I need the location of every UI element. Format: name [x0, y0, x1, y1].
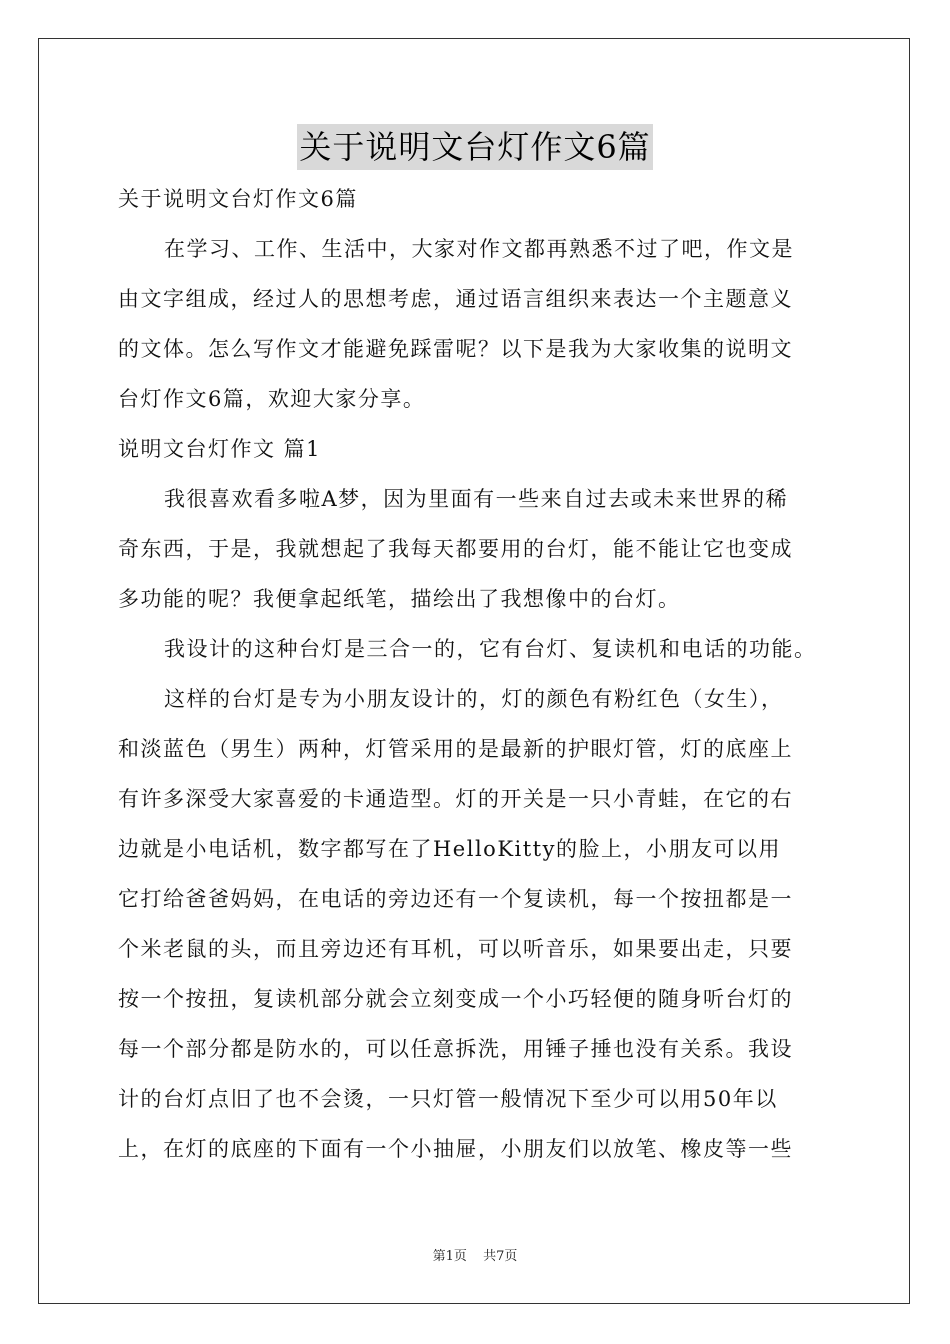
- page-total: 共7页: [483, 1249, 518, 1264]
- text-line: 由文字组成，经过人的思想考虑，通过语言组织来表达一个主题意义: [118, 287, 793, 311]
- text-line: 奇东西，于是，我就想起了我每天都要用的台灯，能不能让它也变成: [118, 537, 793, 561]
- text-line: 边就是小电话机，数字都写在了HelloKitty的脸上，小朋友可以用: [118, 837, 781, 861]
- text-line: 多功能的呢？我便拿起纸笔，描绘出了我想像中的台灯。: [118, 587, 681, 611]
- text-line: 在学习、工作、生活中，大家对作文都再熟悉不过了吧，作文是: [164, 237, 794, 261]
- title-container: [0, 124, 950, 170]
- text-line: 我设计的这种台灯是三合一的，它有台灯、复读机和电话的功能。: [164, 637, 817, 661]
- text-line: 计的台灯点旧了也不会烫，一只灯管一般情况下至少可以用50年以: [118, 1087, 778, 1111]
- document-body: [118, 178, 840, 1178]
- page-footer: [0, 1248, 950, 1266]
- text-line: 它打给爸爸妈妈，在电话的旁边还有一个复读机，每一个按扭都是一: [118, 887, 793, 911]
- text-line: 按一个按扭，复读机部分就会立刻变成一个小巧轻便的随身听台灯的: [118, 987, 793, 1011]
- text-line: 的文体。怎么写作文才能避免踩雷呢？以下是我为大家收集的说明文: [118, 337, 793, 361]
- text-line: 个米老鼠的头，而且旁边还有耳机，可以听音乐，如果要出走，只要: [118, 937, 793, 961]
- text-line: 台灯作文6篇，欢迎大家分享。: [118, 387, 426, 411]
- text-line: 上，在灯的底座的下面有一个小抽屉，小朋友们以放笔、橡皮等一些: [118, 1137, 793, 1161]
- text-line: 我很喜欢看多啦A梦，因为里面有一些来自过去或未来世界的稀: [164, 487, 789, 511]
- text-line: 这样的台灯是专为小朋友设计的，灯的颜色有粉红色（女生），: [164, 687, 784, 711]
- text-line: 说明文台灯作文 篇1: [118, 437, 322, 461]
- text-line: 关于说明文台灯作文6篇: [118, 187, 358, 211]
- text-line: 每一个部分都是防水的，可以任意拆洗，用锤子捶也没有关系。我设: [118, 1037, 793, 1061]
- text-line: 和淡蓝色（男生）两种，灯管采用的是最新的护眼灯管，灯的底座上: [118, 737, 793, 761]
- page-number: 第1页: [432, 1249, 467, 1264]
- page-title: 关于说明文台灯作文6篇: [297, 124, 652, 170]
- text-line: 有许多深受大家喜爱的卡通造型。灯的开关是一只小青蛙，在它的右: [118, 787, 793, 811]
